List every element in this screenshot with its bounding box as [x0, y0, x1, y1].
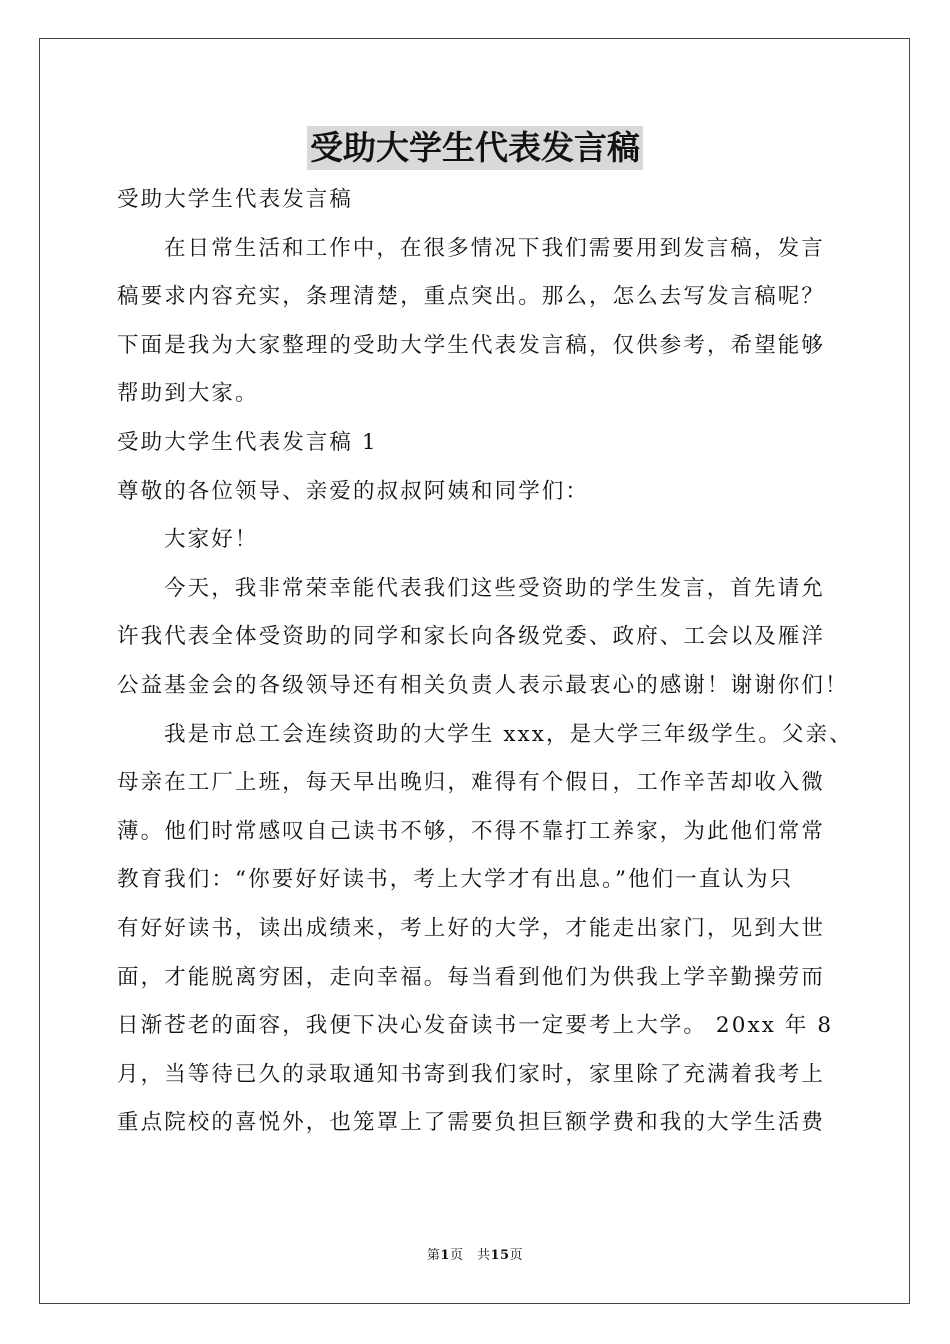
page-footer — [0, 1246, 950, 1266]
paragraph-line: 稿要求内容充实，条理清楚，重点突出。那么，怎么去写发言稿呢？ — [117, 284, 826, 310]
paragraph-line: 我是市总工会连续资助的大学生 xxx，是大学三年级学生。父亲、 — [164, 721, 853, 747]
document-title: 受助大学生代表发言稿 — [307, 126, 643, 170]
paragraph-line: 今天，我非常荣幸能代表我们这些受资助的学生发言，首先请允 — [164, 575, 825, 601]
paragraph-line: 下面是我为大家整理的受助大学生代表发言稿，仅供参考，希望能够 — [117, 332, 826, 358]
page-label-mid: 页 共 — [449, 1248, 491, 1263]
paragraph-line: 帮助到大家。 — [117, 381, 259, 407]
paragraph-line: 教育我们：“你要好好读书，考上大学才有出息。”他们一直认为只 — [117, 867, 794, 893]
paragraph-line: 许我代表全体受资助的同学和家长向各级党委、政府、工会以及雁洋 — [117, 624, 826, 650]
paragraph-line: 日渐苍老的面容，我便下决心发奋读书一定要考上大学。 20xx 年 8 — [117, 1013, 834, 1039]
page-current-number: 1 — [440, 1248, 450, 1263]
paragraph-line: 薄。他们时常感叹自己读书不够，不得不靠打工养家，为此他们常常 — [117, 818, 826, 844]
section-heading: 受助大学生代表发言稿 1 — [117, 429, 378, 455]
paragraph-line: 月，当等待已久的录取通知书寄到我们家时，家里除了充满着我考上 — [117, 1061, 826, 1087]
subtitle-line: 受助大学生代表发言稿 — [117, 187, 354, 212]
document-body — [117, 176, 853, 1148]
paragraph-line: 公益基金会的各级领导还有相关负责人表示最衷心的感谢！谢谢你们！ — [117, 672, 849, 698]
paragraph-line: 在日常生活和工作中，在很多情况下我们需要用到发言稿，发言 — [164, 235, 825, 261]
paragraph-line: 重点院校的喜悦外，也笼罩上了需要负担巨额学费和我的大学生活费 — [117, 1110, 826, 1136]
paragraph-line: 母亲在工厂上班，每天早出晚归，难得有个假日，工作辛苦却收入微 — [117, 770, 826, 796]
greeting-line: 大家好！ — [164, 527, 259, 553]
page-label-prefix: 第 — [426, 1248, 441, 1263]
page-total-number: 15 — [490, 1248, 510, 1263]
title-container — [0, 126, 950, 170]
page-label-suffix: 页 — [509, 1248, 524, 1263]
salutation-line: 尊敬的各位领导、亲爱的叔叔阿姨和同学们： — [117, 478, 590, 504]
paragraph-line: 有好好读书，读出成绩来，考上好的大学，才能走出家门，见到大世 — [117, 915, 826, 941]
paragraph-line: 面，才能脱离穷困，走向幸福。每当看到他们为供我上学辛勤操劳而 — [117, 964, 826, 990]
